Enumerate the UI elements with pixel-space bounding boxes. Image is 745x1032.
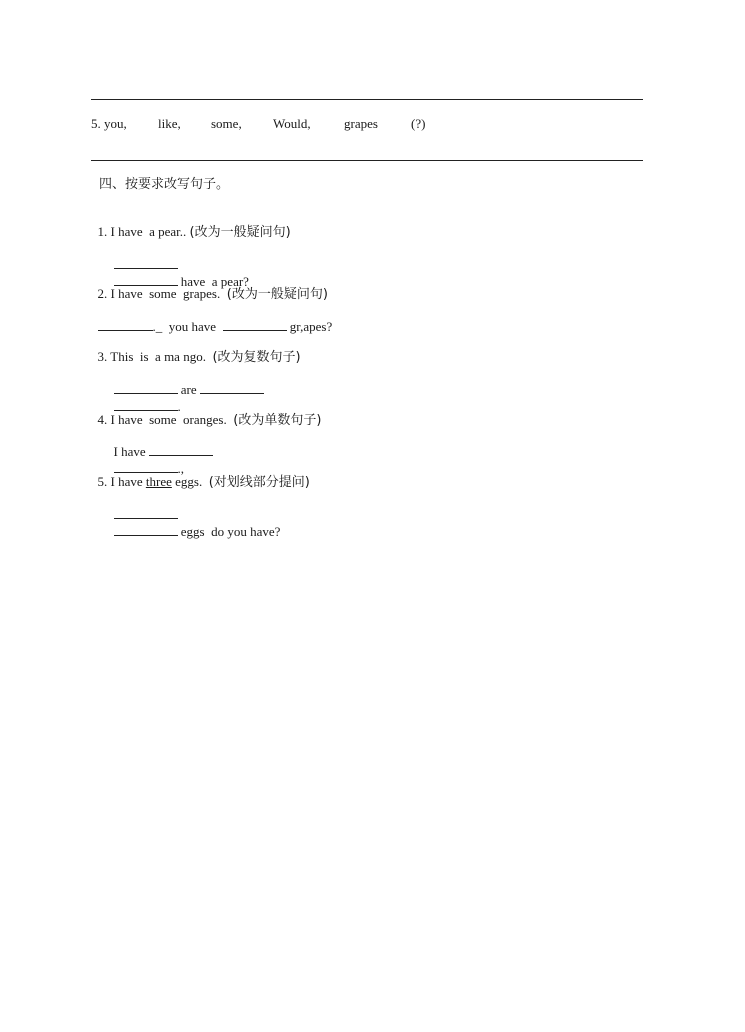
answer-2 bbox=[91, 302, 332, 335]
question-1 bbox=[91, 208, 291, 241]
answer-3-text: . bbox=[177, 399, 181, 414]
answer-3-blank-1[interactable] bbox=[114, 381, 178, 394]
answer-3-blank-2[interactable] bbox=[200, 381, 264, 394]
section-title: 四、按要求改写句子。 bbox=[99, 177, 230, 192]
question-4-instruction: (改为单数句子) bbox=[233, 413, 322, 428]
question-5-text: 5. I have bbox=[97, 474, 146, 489]
answer-5-blank-2[interactable] bbox=[114, 523, 178, 536]
question-5 bbox=[91, 458, 310, 491]
question-5-instruction: (对划线部分提问) bbox=[208, 475, 310, 490]
answer-2-blank-2[interactable] bbox=[223, 318, 287, 331]
answer-1-text: have a pear? bbox=[177, 274, 249, 289]
answer-1-blank-1[interactable] bbox=[114, 256, 178, 269]
word-you: 5. you, bbox=[91, 116, 127, 131]
question-3 bbox=[91, 333, 301, 366]
answer-line-bottom bbox=[91, 160, 643, 161]
question-3-instruction: (改为复数句子) bbox=[212, 350, 301, 365]
answer-2-text: gr,apes? bbox=[286, 319, 333, 334]
question-4-text: 4. I have some oranges. bbox=[97, 412, 234, 427]
answer-5-blank-1[interactable] bbox=[114, 506, 178, 519]
question-1-text: 1. I have a pear.. bbox=[97, 224, 190, 239]
question-5-underlined-word: three bbox=[145, 474, 172, 489]
answer-4-prefix: I have bbox=[113, 444, 149, 459]
word-would: Would, bbox=[273, 116, 311, 131]
answer-2-mid: ._ you have bbox=[152, 319, 223, 334]
question-5-text-mid: eggs. bbox=[171, 474, 209, 489]
question-1-instruction: (改为一般疑问句) bbox=[189, 225, 291, 240]
word-like: like, bbox=[158, 116, 181, 131]
answer-2-blank-1[interactable] bbox=[98, 318, 153, 331]
answer-3-mid: are bbox=[177, 382, 200, 397]
word-question-mark: (?) bbox=[411, 116, 426, 131]
question-4 bbox=[91, 396, 321, 429]
question-2 bbox=[91, 270, 328, 303]
answer-line-top bbox=[91, 99, 643, 100]
question-2-instruction: (改为一般疑问句) bbox=[226, 287, 328, 302]
question-2-text: 2. I have some grapes. bbox=[97, 286, 227, 301]
answer-5-text: eggs do you have? bbox=[177, 524, 281, 539]
word-grapes: grapes bbox=[344, 116, 378, 131]
answer-4-text: ., bbox=[177, 461, 184, 476]
word-some: some, bbox=[211, 116, 242, 131]
question-3-text: 3. This is a ma ngo. bbox=[97, 349, 213, 364]
answer-4-blank-1[interactable] bbox=[149, 443, 213, 456]
answer-5 bbox=[107, 490, 280, 540]
scrambled-words-row bbox=[91, 116, 651, 132]
